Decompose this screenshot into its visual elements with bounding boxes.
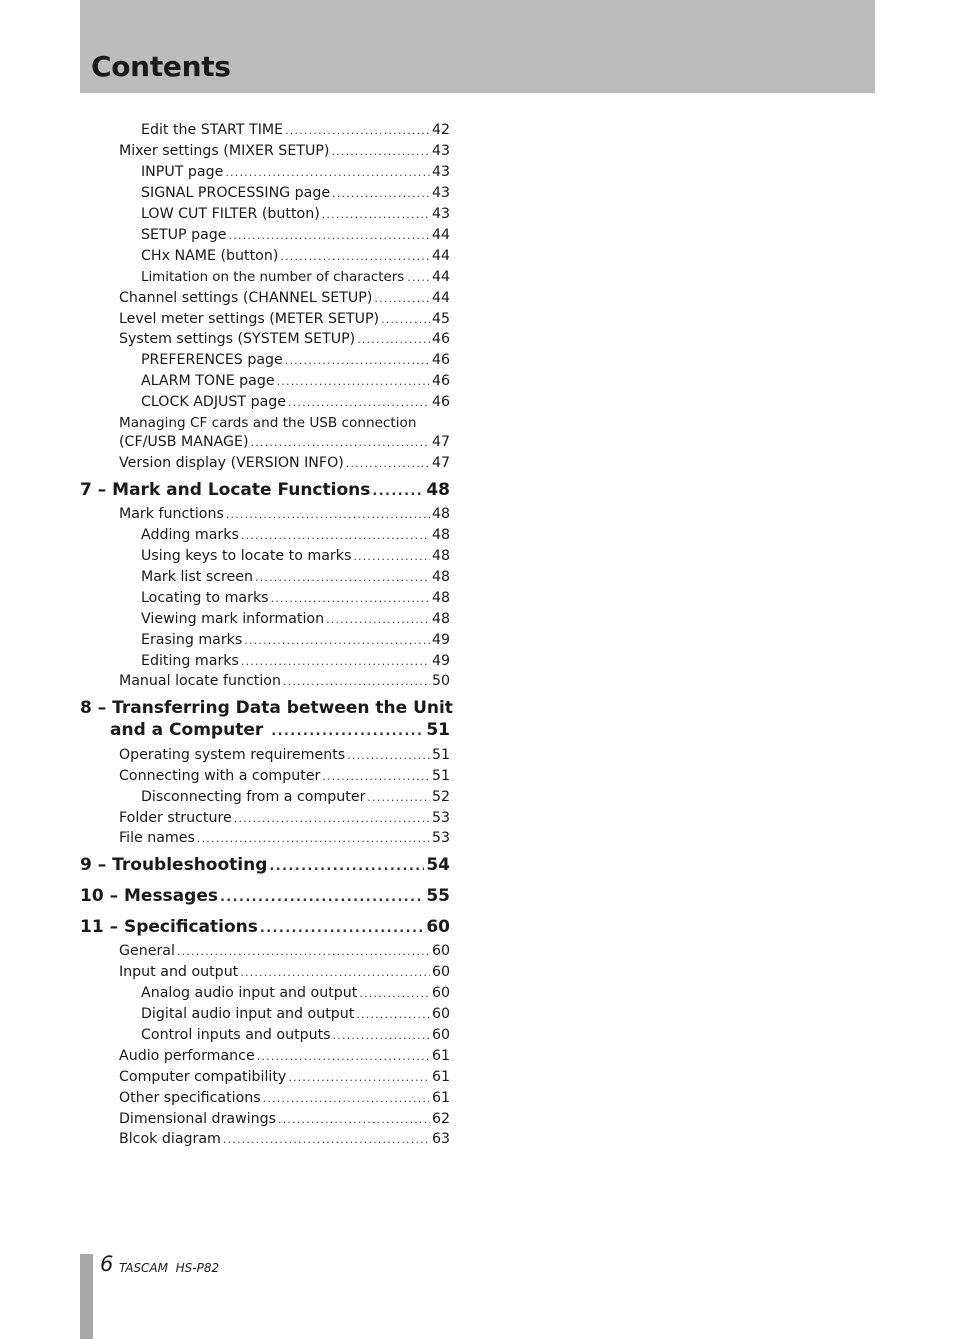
toc-chapter-page: 48 (426, 480, 450, 500)
toc-entry-title: Mixer settings (MIXER SETUP) (119, 143, 330, 159)
toc-entry-title: SIGNAL PROCESSING page (141, 185, 331, 201)
toc-entry-title: Operating system requirements (119, 747, 346, 763)
toc-leader (260, 917, 424, 941)
toc-entry[interactable] (119, 1046, 450, 1066)
toc-leader (346, 454, 430, 474)
toc-entry[interactable] (141, 567, 450, 587)
toc-entry-page: 49 (431, 632, 450, 648)
toc-leader (240, 963, 430, 983)
toc-entry[interactable] (141, 267, 450, 287)
toc-entry-title: Adding marks (141, 527, 239, 543)
toc-chapter[interactable] (80, 884, 450, 908)
toc-leader (223, 1130, 430, 1150)
toc-entry-title: General (119, 943, 175, 959)
toc-entry[interactable] (141, 392, 450, 412)
toc-entry-title: INPUT page (141, 164, 224, 180)
toc-entry-page: 46 (431, 352, 450, 368)
toc-entry-page: 46 (431, 331, 450, 347)
toc-entry-page: 48 (431, 548, 450, 564)
toc-entry-page: 51 (431, 747, 450, 763)
toc-leader (244, 631, 430, 651)
toc-leader (197, 829, 430, 849)
toc-leader (381, 310, 430, 330)
toc-entry[interactable] (119, 1129, 450, 1149)
toc-chapter[interactable] (80, 478, 450, 502)
toc-entry-title: Input and output (119, 964, 239, 980)
toc-entry[interactable] (119, 504, 450, 524)
toc-entry-title: LOW CUT FILTER (button) (141, 206, 320, 222)
toc-entry[interactable] (119, 828, 450, 848)
toc-entry-page: 43 (431, 185, 450, 201)
toc-leader (280, 247, 430, 267)
footer-brand: TASCAM HS-P82 (119, 1261, 220, 1275)
toc-leader (271, 720, 424, 744)
toc-leader (347, 746, 430, 766)
toc-leader (285, 121, 430, 141)
toc-leader (288, 393, 430, 413)
toc-chapter-title: 11 – Specifications (80, 917, 258, 937)
toc-entry-title: SETUP page (141, 227, 227, 243)
toc-entry-title: Control inputs and outputs (141, 1027, 331, 1043)
page-title: Contents (91, 50, 231, 83)
toc-entry-title: Edit the START TIME (141, 122, 284, 138)
toc-chapter-page: 51 (426, 720, 450, 740)
toc-chapter-title: 10 – Messages (80, 886, 218, 906)
toc-entry-page: 60 (431, 943, 450, 959)
toc-entry[interactable] (141, 225, 450, 245)
toc-entry-title: Level meter settings (METER SETUP) (119, 311, 380, 327)
toc-entry-title: System settings (SYSTEM SETUP) (119, 331, 356, 347)
toc-entry[interactable] (141, 787, 450, 807)
toc-entry-title: Analog audio input and output (141, 985, 358, 1001)
toc-leader (241, 652, 430, 672)
toc-entry-title[interactable]: Managing CF cards and the USB connection (119, 415, 417, 431)
toc-chapter-page: 60 (426, 917, 450, 937)
toc-entry[interactable] (141, 983, 450, 1003)
toc-leader (283, 672, 430, 692)
toc-entry-page: 61 (431, 1048, 450, 1064)
toc-entry-page: 52 (431, 789, 450, 805)
toc-entry[interactable] (119, 745, 450, 765)
toc-entry[interactable] (119, 1109, 450, 1129)
toc-entry[interactable] (141, 183, 450, 203)
toc-leader (288, 1068, 430, 1088)
toc-leader (407, 268, 429, 288)
toc-entry-page: 60 (431, 1006, 450, 1022)
toc-entry-page: 60 (431, 1027, 450, 1043)
toc-entry-page: 51 (431, 768, 450, 784)
toc-entry[interactable] (141, 525, 450, 545)
toc-entry[interactable] (141, 609, 450, 629)
toc-entry-page: 53 (431, 810, 450, 826)
toc-entry-title: PREFERENCES page (141, 352, 283, 368)
toc-entry-title: Limitation on the number of characters (141, 270, 405, 285)
toc-chapter-page: 54 (426, 855, 450, 875)
toc-entry-page: 61 (431, 1069, 450, 1085)
toc-leader (322, 767, 430, 787)
toc-leader (367, 788, 430, 808)
toc-leader (326, 610, 430, 630)
toc-entry[interactable] (119, 941, 450, 961)
toc-entry-title: File names (119, 830, 195, 846)
toc-entry-page: 53 (431, 830, 450, 846)
toc-chapter[interactable] (110, 718, 450, 742)
toc-entry[interactable] (141, 1004, 450, 1024)
toc-entry-page: 48 (431, 590, 450, 606)
toc-entry-title: CLOCK ADJUST page (141, 394, 287, 410)
toc-entry-page: 46 (431, 394, 450, 410)
toc-entry-page: 63 (431, 1131, 450, 1147)
toc-entry-page: 48 (431, 506, 450, 522)
toc-chapter[interactable] (80, 915, 450, 939)
toc-entry-title: Connecting with a computer (119, 768, 321, 784)
toc-entry-title: (CF/USB MANAGE) (119, 434, 249, 450)
toc-entry-title: Computer compatibility (119, 1069, 287, 1085)
toc-chapter-title: and a Computer (110, 720, 264, 740)
toc-entry-page: 48 (431, 569, 450, 585)
toc-entry-title: Folder structure (119, 810, 232, 826)
toc-entry-title: ALARM TONE page (141, 373, 275, 389)
toc-entry-title: Dimensional drawings (119, 1111, 277, 1127)
toc-entry-page: 49 (431, 653, 450, 669)
toc-entry-page: 47 (431, 434, 450, 450)
toc-entry[interactable] (119, 288, 450, 308)
toc-entry[interactable] (119, 141, 450, 161)
toc-entry[interactable] (141, 651, 450, 671)
toc-leader (226, 505, 430, 525)
toc-entry[interactable] (119, 962, 450, 982)
toc-entry-title: CHx NAME (button) (141, 248, 279, 264)
toc-leader (357, 330, 430, 350)
toc-leader (331, 142, 430, 162)
toc-chapter-page: 55 (426, 886, 450, 906)
toc-chapter-title[interactable]: 8 – Transferring Data between the Unit (80, 698, 453, 718)
toc-entry[interactable] (119, 1088, 450, 1108)
toc-leader (359, 984, 430, 1004)
toc-leader (269, 855, 424, 879)
toc-entry[interactable] (119, 453, 450, 473)
toc-entry-page: 62 (431, 1111, 450, 1127)
footer-bar (80, 1254, 93, 1339)
toc-leader (271, 589, 430, 609)
toc-entry-title: Blcok diagram (119, 1131, 221, 1147)
toc-leader (277, 372, 430, 392)
toc-entry[interactable] (141, 120, 450, 140)
toc-leader (374, 289, 430, 309)
toc-entry[interactable] (119, 808, 450, 828)
footer-page-number: 6 (100, 1252, 114, 1276)
toc-entry-title: Version display (VERSION INFO) (119, 455, 344, 471)
toc-leader (372, 480, 424, 504)
toc-entry-title: Disconnecting from a computer (141, 789, 366, 805)
toc-chapter-title: 7 – Mark and Locate Functions (80, 480, 371, 500)
toc-entry[interactable] (141, 630, 450, 650)
toc-entry[interactable] (141, 204, 450, 224)
toc-entry[interactable] (119, 671, 450, 691)
toc-leader (251, 433, 430, 453)
toc-leader (356, 1005, 430, 1025)
toc-entry-page: 44 (431, 248, 450, 264)
toc-entry[interactable] (119, 766, 450, 786)
toc-entry[interactable] (141, 246, 450, 266)
toc-leader (229, 226, 430, 246)
toc-entry-title: Other specifications (119, 1090, 261, 1106)
toc-entry-title: Audio performance (119, 1048, 255, 1064)
toc-leader (177, 942, 430, 962)
toc-entry-page: 42 (431, 122, 450, 138)
toc-entry-title: Manual locate function (119, 673, 281, 689)
toc-leader (263, 1089, 430, 1109)
toc-entry-title: Viewing mark information (141, 611, 325, 627)
toc-leader (241, 526, 430, 546)
toc-leader (332, 184, 430, 204)
toc-leader (285, 351, 430, 371)
toc-entry[interactable] (119, 309, 450, 329)
toc-leader (255, 568, 430, 588)
toc-entry[interactable] (141, 588, 450, 608)
toc-entry-title: Digital audio input and output (141, 1006, 355, 1022)
toc-entry-page: 60 (431, 964, 450, 980)
toc-leader (257, 1047, 430, 1067)
toc-entry-page: 44 (431, 227, 450, 243)
toc-entry-page: 43 (431, 143, 450, 159)
toc-entry-page: 44 (431, 269, 450, 285)
toc-entry-page: 43 (431, 206, 450, 222)
toc-entry[interactable] (141, 162, 450, 182)
toc-entry[interactable] (141, 1025, 450, 1045)
toc-entry-page: 60 (431, 985, 450, 1001)
toc-entry-page: 47 (431, 455, 450, 471)
toc-leader (225, 163, 430, 183)
toc-entry[interactable] (119, 1067, 450, 1087)
toc-leader (278, 1110, 430, 1130)
toc-leader (322, 205, 430, 225)
toc-entry[interactable] (141, 546, 450, 566)
toc-leader (333, 1026, 430, 1046)
toc-entry[interactable] (119, 329, 450, 349)
toc-entry-title: Mark functions (119, 506, 224, 522)
toc-entry-page: 48 (431, 527, 450, 543)
toc-entry-page: 46 (431, 373, 450, 389)
toc-chapter[interactable] (80, 853, 450, 877)
toc-entry-page: 48 (431, 611, 450, 627)
toc-entry[interactable] (141, 371, 450, 391)
toc-leader (353, 547, 430, 567)
toc-entry-title: Mark list screen (141, 569, 254, 585)
toc-entry-page: 43 (431, 164, 450, 180)
toc-entry-page: 45 (431, 311, 450, 327)
toc-entry-title: Locating to marks (141, 590, 269, 606)
toc-entry[interactable] (141, 350, 450, 370)
toc-entry-title: Erasing marks (141, 632, 243, 648)
toc-entry-page: 61 (431, 1090, 450, 1106)
toc-entry[interactable] (119, 432, 450, 452)
toc-entry-title: Editing marks (141, 653, 239, 669)
toc-entry-title: Channel settings (CHANNEL SETUP) (119, 290, 373, 306)
toc-leader (234, 809, 430, 829)
toc-chapter-title: 9 – Troubleshooting (80, 855, 268, 875)
toc-entry-page: 50 (431, 673, 450, 689)
toc-leader (220, 886, 424, 910)
toc-entry-page: 44 (431, 290, 450, 306)
toc-entry-title: Using keys to locate to marks (141, 548, 352, 564)
